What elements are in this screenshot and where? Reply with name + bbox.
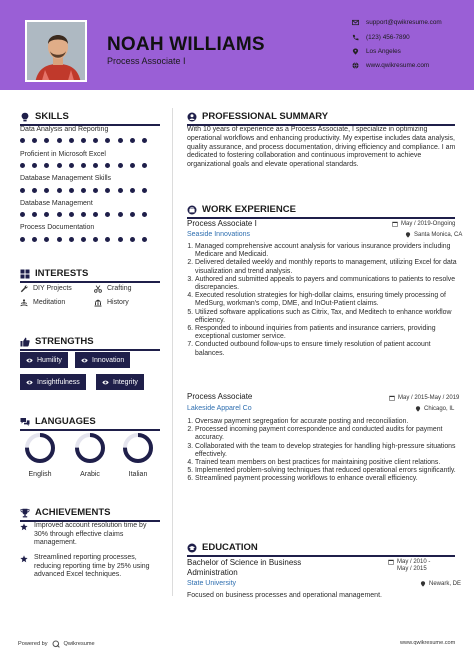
candidate-name: NOAH WILLIAMS <box>107 34 265 55</box>
rating-dot <box>20 188 25 193</box>
job-bullet: 4. Executed resolution strategies for high-dollar claims, ensuring timely processing of MedSurg, workman's comp, DME, and InOut-Patient claims. <box>195 292 459 308</box>
location-pin-icon <box>352 48 359 55</box>
rating-dot <box>105 163 110 168</box>
education-location <box>420 581 461 587</box>
job-location-text: Chicago, IL <box>424 406 455 412</box>
rating-dot <box>32 163 37 168</box>
education-school: State University <box>187 580 237 587</box>
job-company: Lakeside Apparel Co <box>187 405 252 412</box>
strength-label: Innovation <box>92 356 125 364</box>
rating-dot <box>118 237 123 242</box>
language-ring-english <box>24 432 56 464</box>
rating-dot <box>142 237 147 242</box>
strengths-rule <box>20 349 160 351</box>
rating-dot <box>81 212 86 217</box>
rating-dot <box>93 188 98 193</box>
rating-dot <box>20 138 25 143</box>
email-icon <box>352 19 359 26</box>
achievement-icon <box>20 555 28 563</box>
education-location-text: Newark, DE <box>429 581 462 587</box>
rating-dot <box>57 163 62 168</box>
job-dates-text: May / 2015-May / 2019 <box>398 395 460 401</box>
rating-dot <box>118 212 123 217</box>
calendar-icon <box>389 395 395 401</box>
education-dates: May / 2010 - May / 2015 <box>388 559 430 573</box>
rating-dot <box>130 188 135 193</box>
rating-dot <box>105 237 110 242</box>
rating-dot <box>130 163 135 168</box>
job-bullet: 2. Delivered detailed weekly and monthly reports to management, utilizing Excel for data visualization and trend analysis. <box>195 259 459 275</box>
job-bullets <box>187 243 459 358</box>
education-degree: Bachelor of Science in Business Administration <box>187 558 302 577</box>
rating-dot <box>105 188 110 193</box>
rating-dot <box>44 163 49 168</box>
job-title: Process Associate <box>187 392 253 401</box>
rating-dot <box>118 188 123 193</box>
rating-dot <box>93 138 98 143</box>
interest-label: Crafting <box>107 285 132 292</box>
skill-label: Proficient in Microsoft Excel <box>20 151 106 158</box>
skill-rating-0 <box>20 138 147 143</box>
location-pin-icon <box>420 581 426 587</box>
job-bullet: 4. Trained team members on best practices for maintaining positive client relations. <box>195 459 459 467</box>
rating-dot <box>69 212 74 217</box>
rating-dot <box>105 212 110 217</box>
rating-dot <box>57 188 62 193</box>
interests-rule <box>20 281 160 283</box>
education-title: EDUCATION <box>202 542 258 553</box>
rating-dot <box>44 212 49 217</box>
job-title: Process Associate I <box>187 219 257 228</box>
contact-website[interactable] <box>352 62 429 69</box>
summary-text: With 10 years of experience as a Process Associate, I specialize in optimizing operational workflows and enhancing productivity. My expertise includes data analysis, quality assurance, and process documentation, driving efficiency and compliance. I am dedicated to fostering collaboration and continuous improvement to achieve organizational goals and elevate operational standards. <box>187 126 456 169</box>
rating-dot <box>81 188 86 193</box>
phone-icon <box>352 34 359 41</box>
rating-dot <box>44 237 49 242</box>
skill-rating-4 <box>20 237 147 242</box>
skills-title: SKILLS <box>35 111 69 122</box>
rating-dot <box>57 212 62 217</box>
lightbulb-icon <box>20 112 30 122</box>
museum-icon <box>94 299 102 307</box>
rating-dot <box>32 212 37 217</box>
job-bullet: 3. Authored and submitted appeals to payers and communications to patients to resolve discrepancies. <box>195 276 459 292</box>
rating-dot <box>142 163 147 168</box>
language-label: Italian <box>128 471 148 478</box>
contact-location <box>352 48 401 55</box>
skill-rating-1 <box>20 163 147 168</box>
achievement-item: Streamlined reporting processes, reducing reporting time by 25% using advanced Excel techniques. <box>34 554 150 579</box>
rating-dot <box>81 237 86 242</box>
interests-title: INTERESTS <box>35 268 89 279</box>
education-date-start: May / 2010 <box>397 559 427 565</box>
job-bullet: 2. Processed incoming payment correspondence and conducted audits for payment accuracy. <box>195 426 459 442</box>
job-bullet: 1. Managed comprehensive account analysis for various insurance providers including Medicare and Medicaid. <box>195 243 459 259</box>
job-bullet: 1. Oversaw payment segregation for accurate posting and reconciliation. <box>195 418 459 426</box>
skill-label: Database Management <box>20 200 93 207</box>
languages-rule <box>20 429 160 431</box>
languages-heading <box>20 416 96 427</box>
avatar-image <box>27 22 87 82</box>
interest-item <box>20 285 72 294</box>
job-location <box>415 406 454 412</box>
interests-icon <box>20 269 30 279</box>
rating-dot <box>118 138 123 143</box>
languages-title: LANGUAGES <box>35 416 96 427</box>
briefcase-icon <box>187 205 197 215</box>
achievements-title: ACHIEVEMENTS <box>35 507 111 518</box>
job-bullet: 3. Collaborated with the team to develop strategies for handling high-pressure situations effectively. <box>195 443 459 459</box>
interest-label: Meditation <box>33 299 66 306</box>
strength-label: Insightfulness <box>37 378 80 386</box>
thumbs-up-icon <box>20 337 30 347</box>
skill-rating-3 <box>20 212 147 217</box>
rating-dot <box>44 138 49 143</box>
rating-dot <box>130 138 135 143</box>
achievement-icon <box>20 523 28 531</box>
eye-icon <box>26 357 33 364</box>
meditation-icon <box>20 299 28 307</box>
rating-dot <box>130 237 135 242</box>
strength-tag-insightfulness <box>20 374 86 390</box>
column-divider <box>172 108 173 596</box>
strength-tag-humility <box>20 352 68 368</box>
education-rule <box>187 555 455 557</box>
interests-heading <box>20 268 88 279</box>
rating-dot <box>20 237 25 242</box>
job-bullets <box>187 418 459 484</box>
education-focus: Focused on business processes and operational management. <box>187 592 382 599</box>
language-label: English <box>28 471 52 478</box>
strength-tag-innovation <box>75 352 130 368</box>
rating-dot <box>93 163 98 168</box>
rating-dot <box>142 212 147 217</box>
skill-label: Process Documentation <box>20 224 95 231</box>
job-location-text: Santa Monica, CA <box>414 232 463 238</box>
rating-dot <box>142 138 147 143</box>
eye-icon <box>81 357 88 364</box>
job-location <box>405 232 462 238</box>
rating-dot <box>69 237 74 242</box>
scissors-icon <box>94 285 102 293</box>
trophy-icon <box>20 508 30 518</box>
language-icon <box>20 417 30 427</box>
rating-dot <box>69 138 74 143</box>
skill-rating-2 <box>20 188 147 193</box>
profile-photo <box>25 20 87 82</box>
strength-tag-integrity <box>96 374 144 390</box>
website-text: www.qwikresume.com <box>366 62 430 69</box>
eye-icon <box>102 379 109 386</box>
job-dates <box>389 395 459 401</box>
language-ring-arabic <box>74 432 106 464</box>
footer-url[interactable]: www.qwikresume.com <box>400 640 456 646</box>
job-dates <box>392 221 455 227</box>
skills-heading <box>20 111 69 122</box>
rating-dot <box>69 163 74 168</box>
rating-dot <box>32 188 37 193</box>
rating-dot <box>142 188 147 193</box>
location-text: Los Angeles <box>366 48 401 55</box>
rating-dot <box>20 212 25 217</box>
education-date-end: May / 2015 <box>397 566 427 572</box>
interest-label: DIY Projects <box>33 285 72 292</box>
eye-icon <box>26 379 33 386</box>
rating-dot <box>69 188 74 193</box>
summary-title: PROFESSIONAL SUMMARY <box>202 111 329 122</box>
experience-heading <box>187 204 296 215</box>
calendar-icon <box>392 221 398 227</box>
qwikresume-logo-icon <box>52 640 60 648</box>
skill-label: Database Management Skills <box>20 175 112 182</box>
job-bullet: 6. Streamlined payment processing workflows to enhance overall efficiency. <box>195 475 459 483</box>
footer-powered-text: Powered by <box>18 641 48 647</box>
rating-dot <box>93 212 98 217</box>
job-bullet: 6. Responded to inbound inquiries from patients and insurance carriers, providing exceptional customer service. <box>195 325 459 341</box>
job-company: Seaside Innovations <box>187 231 251 238</box>
summary-heading <box>187 111 328 122</box>
strengths-heading <box>20 336 94 347</box>
footer-branding <box>18 640 95 648</box>
wrench-icon <box>20 285 28 293</box>
candidate-role: Process Associate I <box>107 56 186 66</box>
strengths-title: STRENGTHS <box>35 336 94 347</box>
email-text: support@qwikresume.com <box>366 19 442 26</box>
experience-title: WORK EXPERIENCE <box>202 204 296 215</box>
interest-item <box>94 285 132 294</box>
rating-dot <box>20 163 25 168</box>
rating-dot <box>44 188 49 193</box>
rating-dot <box>81 163 86 168</box>
language-ring-italian <box>122 432 154 464</box>
language-label: Arabic <box>80 471 100 478</box>
rating-dot <box>32 138 37 143</box>
contact-phone[interactable] <box>352 34 410 41</box>
graduation-cap-icon <box>187 543 197 553</box>
job-bullet: 5. Implemented problem-solving techniques that reduced operational errors significantly. <box>195 467 459 475</box>
person-icon <box>187 112 197 122</box>
location-pin-icon <box>405 232 411 238</box>
location-pin-icon <box>415 406 421 412</box>
footer-brand-text[interactable]: Qwikresume <box>63 641 95 647</box>
globe-icon <box>352 62 359 69</box>
phone-text: (123) 456-7890 <box>366 34 410 41</box>
rating-dot <box>105 138 110 143</box>
rating-dot <box>93 237 98 242</box>
rating-dot <box>81 138 86 143</box>
achievements-heading <box>20 507 110 518</box>
rating-dot <box>130 212 135 217</box>
rating-dot <box>32 237 37 242</box>
interest-label: History <box>107 299 129 306</box>
contact-email[interactable] <box>352 19 442 26</box>
rating-dot <box>57 138 62 143</box>
skill-label: Data Analysis and Reporting <box>20 126 109 133</box>
interest-item <box>94 299 129 308</box>
resume-header <box>0 0 474 90</box>
interest-item <box>20 299 65 308</box>
job-bullet: 7. Conducted outbound follow-ups to ensure timely resolution of patient account balances. <box>195 341 459 357</box>
job-bullet: 5. Utilized software applications such as Citrix, Tax, and Meditech to enhance workflow efficiency. <box>195 309 459 325</box>
rating-dot <box>118 163 123 168</box>
rating-dot <box>57 237 62 242</box>
calendar-icon <box>388 559 394 565</box>
education-heading <box>187 542 258 553</box>
achievement-item: Improved account resolution time by 30% through effective claims management. <box>34 522 147 547</box>
job-dates-text: May / 2019-Ongoing <box>401 221 456 227</box>
strength-label: Integrity <box>113 378 138 386</box>
strength-label: Humility <box>37 356 62 364</box>
